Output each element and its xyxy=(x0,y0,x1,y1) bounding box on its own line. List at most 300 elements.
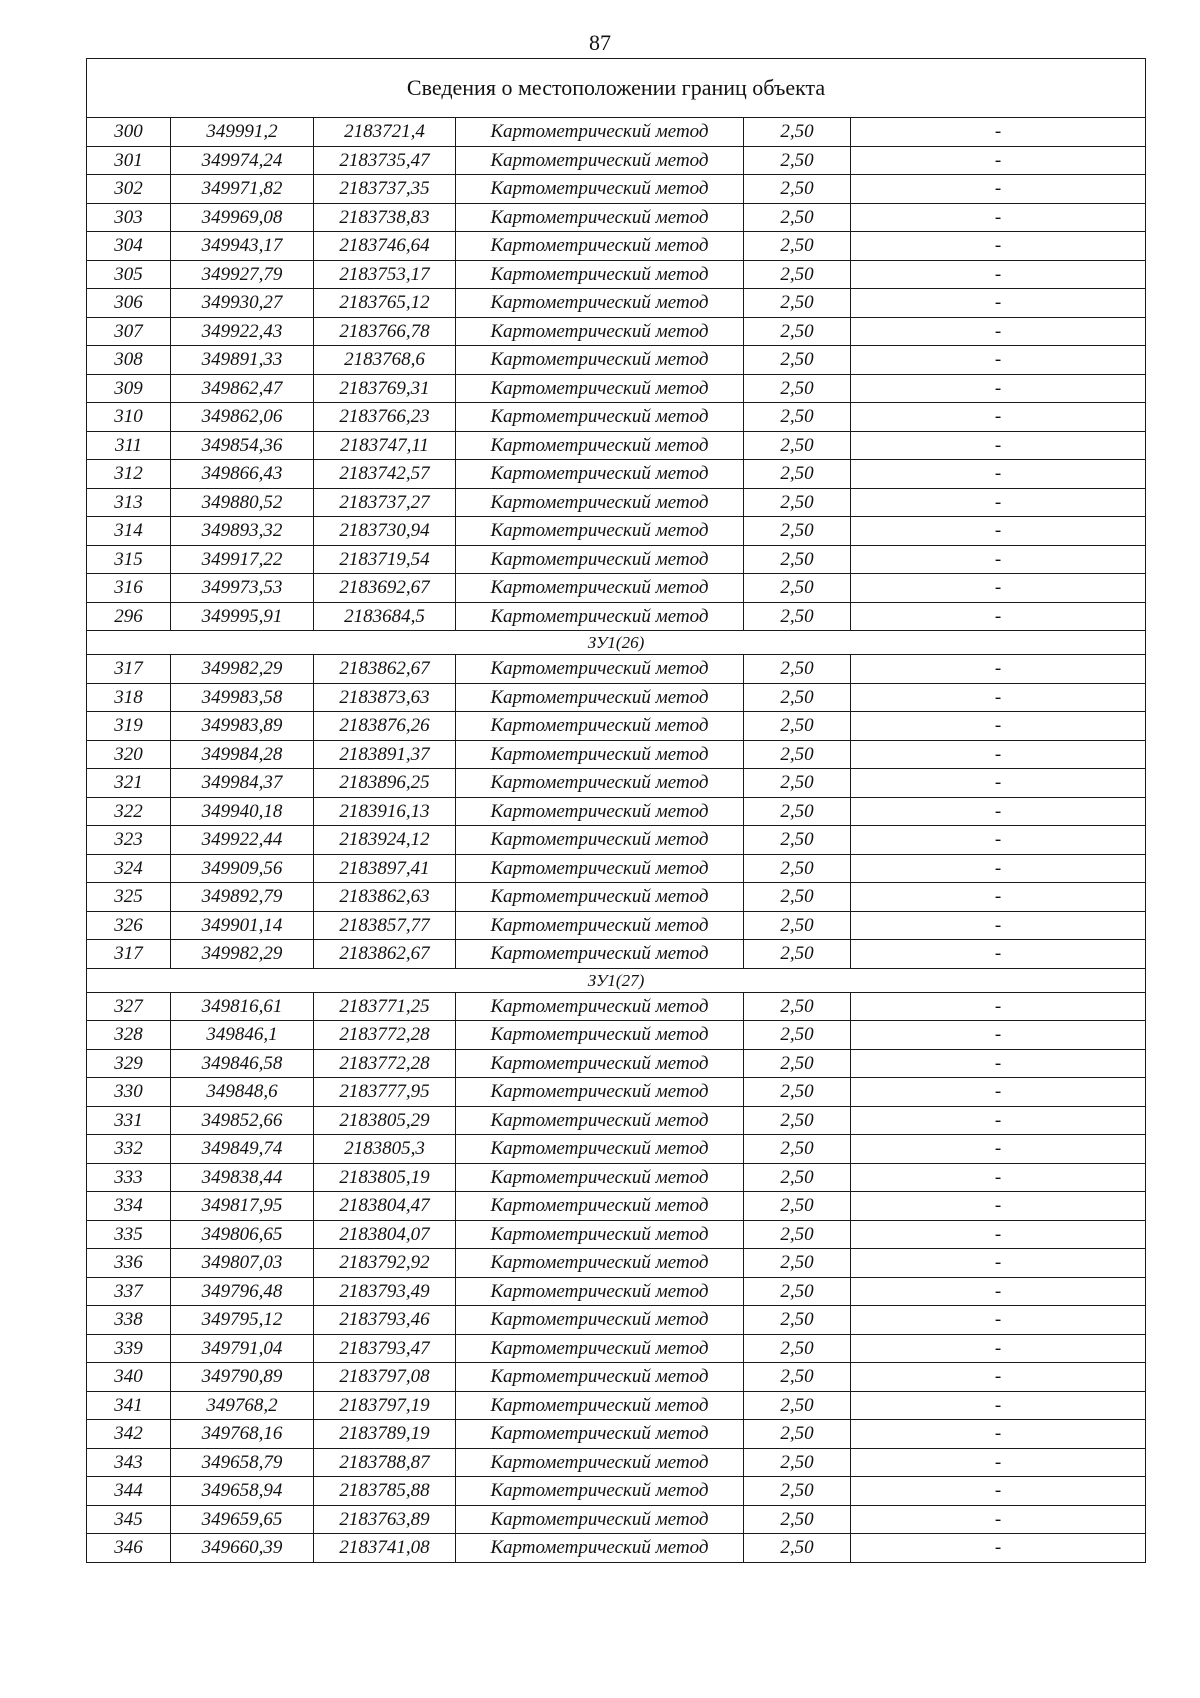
description-cell: - xyxy=(851,1135,1146,1164)
method-cell: Картометрический метод xyxy=(456,1249,744,1278)
description-cell: - xyxy=(851,826,1146,855)
method-cell: Картометрический метод xyxy=(456,1505,744,1534)
description-cell: - xyxy=(851,488,1146,517)
point-number-cell: 333 xyxy=(87,1163,171,1192)
description-cell: - xyxy=(851,232,1146,261)
table-row xyxy=(87,1106,1146,1135)
coord-x-cell: 349982,29 xyxy=(171,940,314,969)
table-row xyxy=(87,992,1146,1021)
method-cell: Картометрический метод xyxy=(456,1391,744,1420)
coord-x-cell: 349807,03 xyxy=(171,1249,314,1278)
table-row xyxy=(87,1306,1146,1335)
accuracy-cell: 2,50 xyxy=(744,374,851,403)
point-number-cell: 327 xyxy=(87,992,171,1021)
coord-x-cell: 349796,48 xyxy=(171,1277,314,1306)
coord-y-cell: 2183891,37 xyxy=(314,740,456,769)
coord-y-cell: 2183876,26 xyxy=(314,712,456,741)
coord-y-cell: 2183924,12 xyxy=(314,826,456,855)
description-cell: - xyxy=(851,146,1146,175)
description-cell: - xyxy=(851,854,1146,883)
coord-x-cell: 349862,06 xyxy=(171,403,314,432)
accuracy-cell: 2,50 xyxy=(744,1049,851,1078)
coord-x-cell: 349816,61 xyxy=(171,992,314,1021)
method-cell: Картометрический метод xyxy=(456,769,744,798)
coord-x-cell: 349806,65 xyxy=(171,1220,314,1249)
coord-x-cell: 349866,43 xyxy=(171,460,314,489)
point-number-cell: 314 xyxy=(87,517,171,546)
table-row xyxy=(87,346,1146,375)
accuracy-cell: 2,50 xyxy=(744,1277,851,1306)
table-row xyxy=(87,1334,1146,1363)
coord-x-cell: 349922,43 xyxy=(171,317,314,346)
description-cell: - xyxy=(851,574,1146,603)
accuracy-cell: 2,50 xyxy=(744,175,851,204)
table-row xyxy=(87,488,1146,517)
accuracy-cell: 2,50 xyxy=(744,1420,851,1449)
coord-x-cell: 349659,65 xyxy=(171,1505,314,1534)
method-cell: Картометрический метод xyxy=(456,602,744,631)
coord-x-cell: 349768,2 xyxy=(171,1391,314,1420)
description-cell: - xyxy=(851,1249,1146,1278)
point-number-cell: 338 xyxy=(87,1306,171,1335)
table-row xyxy=(87,683,1146,712)
accuracy-cell: 2,50 xyxy=(744,1163,851,1192)
method-cell: Картометрический метод xyxy=(456,1078,744,1107)
coord-y-cell: 2183792,92 xyxy=(314,1249,456,1278)
description-cell: - xyxy=(851,1220,1146,1249)
table-row xyxy=(87,1078,1146,1107)
coord-x-cell: 349983,58 xyxy=(171,683,314,712)
coord-y-cell: 2183746,64 xyxy=(314,232,456,261)
coord-y-cell: 2183797,08 xyxy=(314,1363,456,1392)
coord-x-cell: 349892,79 xyxy=(171,883,314,912)
description-cell: - xyxy=(851,1192,1146,1221)
coord-y-cell: 2183862,67 xyxy=(314,940,456,969)
table-row xyxy=(87,1277,1146,1306)
coord-x-cell: 349795,12 xyxy=(171,1306,314,1335)
method-cell: Картометрический метод xyxy=(456,854,744,883)
description-cell: - xyxy=(851,118,1146,147)
table-row xyxy=(87,1135,1146,1164)
coord-y-cell: 2183737,35 xyxy=(314,175,456,204)
point-number-cell: 323 xyxy=(87,826,171,855)
accuracy-cell: 2,50 xyxy=(744,940,851,969)
point-number-cell: 337 xyxy=(87,1277,171,1306)
method-cell: Картометрический метод xyxy=(456,911,744,940)
point-number-cell: 320 xyxy=(87,740,171,769)
coord-x-cell: 349660,39 xyxy=(171,1534,314,1563)
point-number-cell: 310 xyxy=(87,403,171,432)
coord-y-cell: 2183862,63 xyxy=(314,883,456,912)
coord-y-cell: 2183793,46 xyxy=(314,1306,456,1335)
point-number-cell: 313 xyxy=(87,488,171,517)
point-number-cell: 308 xyxy=(87,346,171,375)
method-cell: Картометрический метод xyxy=(456,940,744,969)
table-row xyxy=(87,1477,1146,1506)
coord-x-cell: 349991,2 xyxy=(171,118,314,147)
accuracy-cell: 2,50 xyxy=(744,203,851,232)
coord-x-cell: 349901,14 xyxy=(171,911,314,940)
accuracy-cell: 2,50 xyxy=(744,826,851,855)
point-number-cell: 324 xyxy=(87,854,171,883)
accuracy-cell: 2,50 xyxy=(744,1135,851,1164)
coord-y-cell: 2183769,31 xyxy=(314,374,456,403)
description-cell: - xyxy=(851,911,1146,940)
method-cell: Картометрический метод xyxy=(456,118,744,147)
point-number-cell: 301 xyxy=(87,146,171,175)
point-number-cell: 321 xyxy=(87,769,171,798)
method-cell: Картометрический метод xyxy=(456,797,744,826)
description-cell: - xyxy=(851,1420,1146,1449)
coord-y-cell: 2183742,57 xyxy=(314,460,456,489)
coord-y-cell: 2183789,19 xyxy=(314,1420,456,1449)
point-number-cell: 345 xyxy=(87,1505,171,1534)
coord-y-cell: 2183765,12 xyxy=(314,289,456,318)
method-cell: Картометрический метод xyxy=(456,1106,744,1135)
coord-y-cell: 2183721,4 xyxy=(314,118,456,147)
coord-y-cell: 2183684,5 xyxy=(314,602,456,631)
accuracy-cell: 2,50 xyxy=(744,854,851,883)
method-cell: Картометрический метод xyxy=(456,1334,744,1363)
point-number-cell: 328 xyxy=(87,1021,171,1050)
point-number-cell: 329 xyxy=(87,1049,171,1078)
point-number-cell: 322 xyxy=(87,797,171,826)
method-cell: Картометрический метод xyxy=(456,431,744,460)
coord-y-cell: 2183766,78 xyxy=(314,317,456,346)
method-cell: Картометрический метод xyxy=(456,374,744,403)
description-cell: - xyxy=(851,1306,1146,1335)
coord-y-cell: 2183730,94 xyxy=(314,517,456,546)
accuracy-cell: 2,50 xyxy=(744,1220,851,1249)
description-cell: - xyxy=(851,374,1146,403)
method-cell: Картометрический метод xyxy=(456,1163,744,1192)
coord-x-cell: 349854,36 xyxy=(171,431,314,460)
point-number-cell: 330 xyxy=(87,1078,171,1107)
table-row xyxy=(87,175,1146,204)
accuracy-cell: 2,50 xyxy=(744,232,851,261)
accuracy-cell: 2,50 xyxy=(744,992,851,1021)
method-cell: Картометрический метод xyxy=(456,1192,744,1221)
accuracy-cell: 2,50 xyxy=(744,1334,851,1363)
table-row xyxy=(87,883,1146,912)
coord-x-cell: 349846,58 xyxy=(171,1049,314,1078)
accuracy-cell: 2,50 xyxy=(744,431,851,460)
accuracy-cell: 2,50 xyxy=(744,289,851,318)
method-cell: Картометрический метод xyxy=(456,712,744,741)
table-row xyxy=(87,460,1146,489)
description-cell: - xyxy=(851,683,1146,712)
table-row xyxy=(87,1363,1146,1392)
description-cell: - xyxy=(851,1363,1146,1392)
table-row xyxy=(87,1163,1146,1192)
section-header-row xyxy=(87,631,1146,655)
point-number-cell: 306 xyxy=(87,289,171,318)
point-number-cell: 342 xyxy=(87,1420,171,1449)
table-row xyxy=(87,118,1146,147)
coord-x-cell: 349974,24 xyxy=(171,146,314,175)
accuracy-cell: 2,50 xyxy=(744,602,851,631)
description-cell: - xyxy=(851,346,1146,375)
coord-y-cell: 2183692,67 xyxy=(314,574,456,603)
description-cell: - xyxy=(851,289,1146,318)
coord-x-cell: 349658,79 xyxy=(171,1448,314,1477)
table-row xyxy=(87,1049,1146,1078)
point-number-cell: 307 xyxy=(87,317,171,346)
table-row xyxy=(87,740,1146,769)
point-number-cell: 311 xyxy=(87,431,171,460)
accuracy-cell: 2,50 xyxy=(744,460,851,489)
coord-x-cell: 349909,56 xyxy=(171,854,314,883)
coord-y-cell: 2183747,11 xyxy=(314,431,456,460)
table-row xyxy=(87,1249,1146,1278)
description-cell: - xyxy=(851,1534,1146,1563)
coord-x-cell: 349658,94 xyxy=(171,1477,314,1506)
description-cell: - xyxy=(851,1049,1146,1078)
point-number-cell: 312 xyxy=(87,460,171,489)
description-cell: - xyxy=(851,1391,1146,1420)
accuracy-cell: 2,50 xyxy=(744,683,851,712)
accuracy-cell: 2,50 xyxy=(744,118,851,147)
coord-y-cell: 2183862,67 xyxy=(314,655,456,684)
accuracy-cell: 2,50 xyxy=(744,1505,851,1534)
table-row xyxy=(87,232,1146,261)
table-row xyxy=(87,797,1146,826)
coord-x-cell: 349893,32 xyxy=(171,517,314,546)
description-cell: - xyxy=(851,1106,1146,1135)
accuracy-cell: 2,50 xyxy=(744,317,851,346)
accuracy-cell: 2,50 xyxy=(744,260,851,289)
description-cell: - xyxy=(851,883,1146,912)
point-number-cell: 341 xyxy=(87,1391,171,1420)
table-row xyxy=(87,1505,1146,1534)
description-cell: - xyxy=(851,1505,1146,1534)
coord-y-cell: 2183771,25 xyxy=(314,992,456,1021)
accuracy-cell: 2,50 xyxy=(744,146,851,175)
table-row xyxy=(87,1192,1146,1221)
point-number-cell: 346 xyxy=(87,1534,171,1563)
description-cell: - xyxy=(851,1277,1146,1306)
accuracy-cell: 2,50 xyxy=(744,911,851,940)
coord-y-cell: 2183805,29 xyxy=(314,1106,456,1135)
point-number-cell: 332 xyxy=(87,1135,171,1164)
table-row xyxy=(87,655,1146,684)
method-cell: Картометрический метод xyxy=(456,488,744,517)
accuracy-cell: 2,50 xyxy=(744,346,851,375)
point-number-cell: 336 xyxy=(87,1249,171,1278)
table-row xyxy=(87,940,1146,969)
accuracy-cell: 2,50 xyxy=(744,574,851,603)
description-cell: - xyxy=(851,203,1146,232)
point-number-cell: 344 xyxy=(87,1477,171,1506)
coord-y-cell: 2183738,83 xyxy=(314,203,456,232)
table-row xyxy=(87,1420,1146,1449)
table-row xyxy=(87,1448,1146,1477)
method-cell: Картометрический метод xyxy=(456,883,744,912)
point-number-cell: 335 xyxy=(87,1220,171,1249)
method-cell: Картометрический метод xyxy=(456,683,744,712)
coord-y-cell: 2183805,19 xyxy=(314,1163,456,1192)
description-cell: - xyxy=(851,1477,1146,1506)
description-cell: - xyxy=(851,545,1146,574)
accuracy-cell: 2,50 xyxy=(744,517,851,546)
coord-x-cell: 349817,95 xyxy=(171,1192,314,1221)
description-cell: - xyxy=(851,431,1146,460)
accuracy-cell: 2,50 xyxy=(744,545,851,574)
accuracy-cell: 2,50 xyxy=(744,403,851,432)
coord-y-cell: 2183768,6 xyxy=(314,346,456,375)
method-cell: Картометрический метод xyxy=(456,146,744,175)
table-row xyxy=(87,203,1146,232)
coord-y-cell: 2183753,17 xyxy=(314,260,456,289)
coord-x-cell: 349982,29 xyxy=(171,655,314,684)
point-number-cell: 315 xyxy=(87,545,171,574)
description-cell: - xyxy=(851,940,1146,969)
coord-x-cell: 349846,1 xyxy=(171,1021,314,1050)
method-cell: Картометрический метод xyxy=(456,740,744,769)
accuracy-cell: 2,50 xyxy=(744,1106,851,1135)
method-cell: Картометрический метод xyxy=(456,517,744,546)
method-cell: Картометрический метод xyxy=(456,992,744,1021)
point-number-cell: 319 xyxy=(87,712,171,741)
point-number-cell: 340 xyxy=(87,1363,171,1392)
description-cell: - xyxy=(851,1163,1146,1192)
point-number-cell: 309 xyxy=(87,374,171,403)
point-number-cell: 326 xyxy=(87,911,171,940)
method-cell: Картометрический метод xyxy=(456,545,744,574)
point-number-cell: 317 xyxy=(87,655,171,684)
description-cell: - xyxy=(851,712,1146,741)
table-row xyxy=(87,602,1146,631)
coord-x-cell: 349838,44 xyxy=(171,1163,314,1192)
method-cell: Картометрический метод xyxy=(456,346,744,375)
method-cell: Картометрический метод xyxy=(456,1049,744,1078)
description-cell: - xyxy=(851,655,1146,684)
description-cell: - xyxy=(851,992,1146,1021)
description-cell: - xyxy=(851,740,1146,769)
coord-y-cell: 2183857,77 xyxy=(314,911,456,940)
coord-x-cell: 349943,17 xyxy=(171,232,314,261)
table-row xyxy=(87,1220,1146,1249)
coord-x-cell: 349862,47 xyxy=(171,374,314,403)
point-number-cell: 325 xyxy=(87,883,171,912)
table-row xyxy=(87,517,1146,546)
method-cell: Картометрический метод xyxy=(456,574,744,603)
table-row xyxy=(87,317,1146,346)
coord-x-cell: 349768,16 xyxy=(171,1420,314,1449)
method-cell: Картометрический метод xyxy=(456,1306,744,1335)
coord-x-cell: 349917,22 xyxy=(171,545,314,574)
method-cell: Картометрический метод xyxy=(456,1420,744,1449)
point-number-cell: 316 xyxy=(87,574,171,603)
table-row xyxy=(87,769,1146,798)
method-cell: Картометрический метод xyxy=(456,289,744,318)
table-title: Сведения о местоположении границ объекта xyxy=(87,59,1146,118)
coord-x-cell: 349995,91 xyxy=(171,602,314,631)
table-row xyxy=(87,712,1146,741)
coord-y-cell: 2183793,49 xyxy=(314,1277,456,1306)
coord-y-cell: 2183735,47 xyxy=(314,146,456,175)
method-cell: Картометрический метод xyxy=(456,232,744,261)
point-number-cell: 339 xyxy=(87,1334,171,1363)
coord-y-cell: 2183785,88 xyxy=(314,1477,456,1506)
accuracy-cell: 2,50 xyxy=(744,1078,851,1107)
accuracy-cell: 2,50 xyxy=(744,1249,851,1278)
method-cell: Картометрический метод xyxy=(456,1534,744,1563)
accuracy-cell: 2,50 xyxy=(744,883,851,912)
coord-x-cell: 349880,52 xyxy=(171,488,314,517)
table-row xyxy=(87,431,1146,460)
description-cell: - xyxy=(851,602,1146,631)
table-row xyxy=(87,260,1146,289)
description-cell: - xyxy=(851,175,1146,204)
method-cell: Картометрический метод xyxy=(456,175,744,204)
description-cell: - xyxy=(851,1448,1146,1477)
table-row xyxy=(87,1391,1146,1420)
description-cell: - xyxy=(851,1078,1146,1107)
point-number-cell: 305 xyxy=(87,260,171,289)
table-body xyxy=(87,59,1146,1563)
coord-y-cell: 2183763,89 xyxy=(314,1505,456,1534)
point-number-cell: 331 xyxy=(87,1106,171,1135)
coord-x-cell: 349852,66 xyxy=(171,1106,314,1135)
coord-y-cell: 2183896,25 xyxy=(314,769,456,798)
description-cell: - xyxy=(851,260,1146,289)
coord-y-cell: 2183741,08 xyxy=(314,1534,456,1563)
description-cell: - xyxy=(851,769,1146,798)
description-cell: - xyxy=(851,403,1146,432)
coord-y-cell: 2183719,54 xyxy=(314,545,456,574)
accuracy-cell: 2,50 xyxy=(744,1192,851,1221)
method-cell: Картометрический метод xyxy=(456,655,744,684)
point-number-cell: 296 xyxy=(87,602,171,631)
accuracy-cell: 2,50 xyxy=(744,740,851,769)
table-row xyxy=(87,403,1146,432)
coord-y-cell: 2183804,47 xyxy=(314,1192,456,1221)
coord-y-cell: 2183793,47 xyxy=(314,1334,456,1363)
method-cell: Картометрический метод xyxy=(456,460,744,489)
coord-y-cell: 2183804,07 xyxy=(314,1220,456,1249)
coord-x-cell: 349791,04 xyxy=(171,1334,314,1363)
description-cell: - xyxy=(851,460,1146,489)
method-cell: Картометрический метод xyxy=(456,1135,744,1164)
boundary-coordinates-table xyxy=(86,58,1146,1563)
method-cell: Картометрический метод xyxy=(456,1448,744,1477)
accuracy-cell: 2,50 xyxy=(744,1477,851,1506)
description-cell: - xyxy=(851,517,1146,546)
coord-y-cell: 2183777,95 xyxy=(314,1078,456,1107)
accuracy-cell: 2,50 xyxy=(744,1021,851,1050)
coord-y-cell: 2183897,41 xyxy=(314,854,456,883)
coord-y-cell: 2183737,27 xyxy=(314,488,456,517)
method-cell: Картометрический метод xyxy=(456,1477,744,1506)
coord-y-cell: 2183797,19 xyxy=(314,1391,456,1420)
coord-y-cell: 2183788,87 xyxy=(314,1448,456,1477)
method-cell: Картометрический метод xyxy=(456,403,744,432)
point-number-cell: 343 xyxy=(87,1448,171,1477)
point-number-cell: 300 xyxy=(87,118,171,147)
accuracy-cell: 2,50 xyxy=(744,712,851,741)
coord-x-cell: 349927,79 xyxy=(171,260,314,289)
section-header-row xyxy=(87,968,1146,992)
method-cell: Картометрический метод xyxy=(456,260,744,289)
coord-x-cell: 349891,33 xyxy=(171,346,314,375)
coord-y-cell: 2183772,28 xyxy=(314,1049,456,1078)
coord-x-cell: 349973,53 xyxy=(171,574,314,603)
method-cell: Картометрический метод xyxy=(456,826,744,855)
coord-x-cell: 349984,37 xyxy=(171,769,314,798)
table-row xyxy=(87,146,1146,175)
accuracy-cell: 2,50 xyxy=(744,1391,851,1420)
